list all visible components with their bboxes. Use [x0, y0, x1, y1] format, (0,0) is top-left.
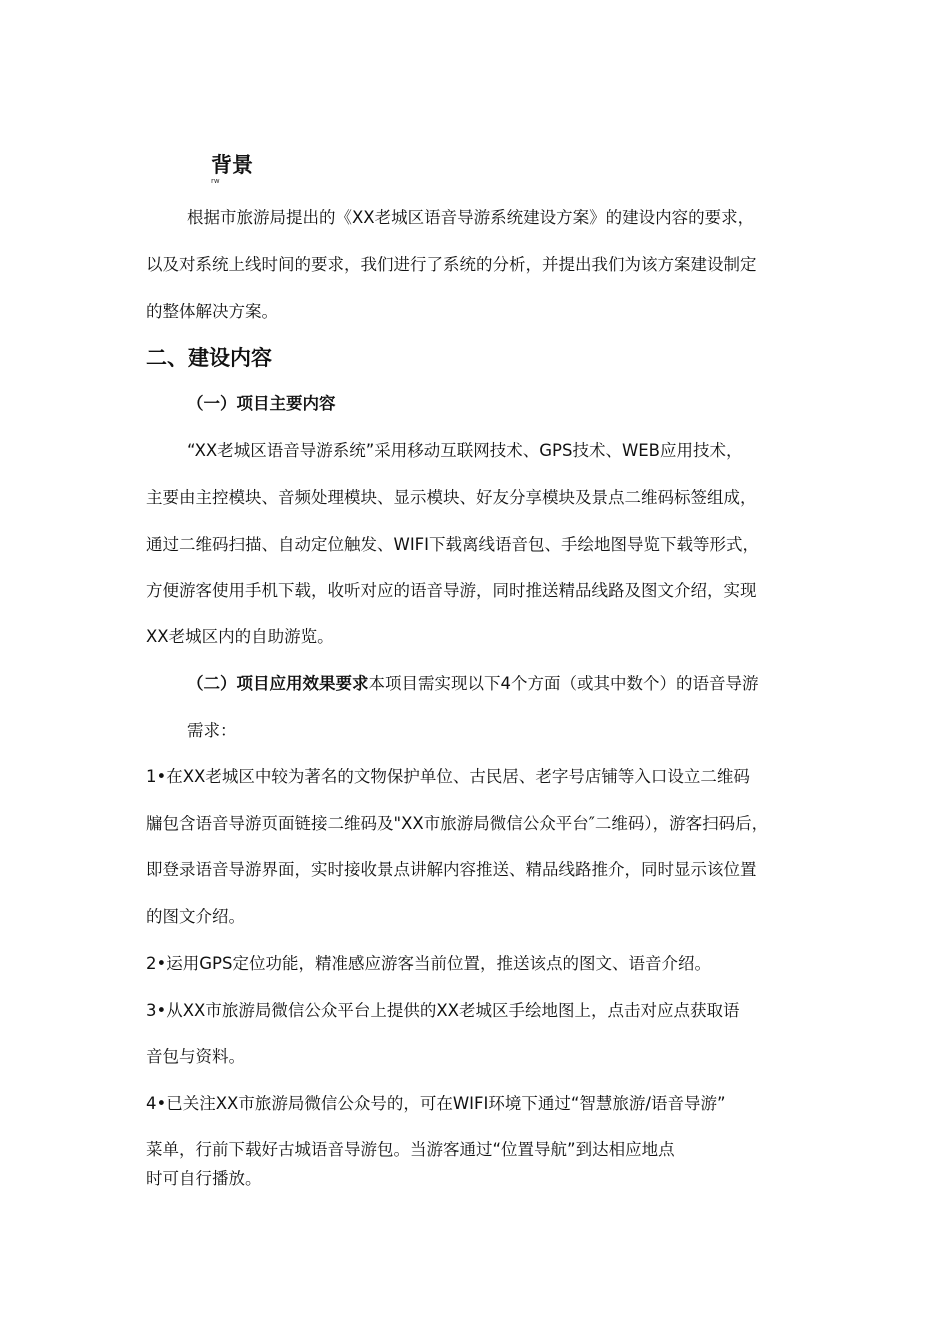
subsection-heading: （二）项目应用效果要求 [187, 674, 369, 693]
heading-mark: rw [211, 177, 220, 185]
content-line: 方便游客使用手机下载，收听对应的语音导游，同时推送精品线路及图文介绍，实现 [146, 581, 757, 600]
content-line: 通过二维码扫描、自动定位触发、WIFI下载离线语音包、手绘地图导览下载等形式， [146, 535, 760, 554]
background-line: 根据市旅游局提出的《XX老城区语音导游系统建设方案》的建设内容的要求， [187, 208, 755, 227]
list-item-cont: 菜单，行前下载好古城语音导游包。当游客通过“位置导航”到达相应地点 [146, 1140, 675, 1159]
background-line: 的整体解决方案。 [146, 302, 278, 321]
subsection-heading: （一）项目主要内容 [187, 394, 336, 413]
list-item: 1•在XX老城区中较为著名的文物保护单位、古民居、老字号店铺等入口设立二维码 [146, 767, 750, 786]
content-line: 需求： [187, 721, 237, 740]
content-line: 主要由主控模块、音频处理模块、显示模块、好友分享模块及景点二维码标签组成， [146, 488, 757, 507]
content-line: XX老城区内的自助游览。 [146, 627, 334, 646]
list-item-cont: 时可自行播放。 [146, 1169, 262, 1188]
background-heading: 背景 [211, 153, 253, 177]
subsection-line [187, 674, 759, 694]
list-item-cont: 的图文介绍。 [146, 907, 245, 926]
list-item-cont: 音包与资料。 [146, 1047, 245, 1066]
subsection-text: 本项目需实现以下4个方面（或其中数个）的语音导游 [368, 674, 759, 693]
background-line: 以及对系统上线时间的要求，我们进行了系统的分析，并提出我们为该方案建设制定 [146, 255, 757, 274]
list-item-cont: 即登录语音导游界面，实时接收景点讲解内容推送、精品线路推介，同时显示该位置 [146, 860, 757, 879]
list-item: 4•已关注XX市旅游局微信公众号的，可在WIFI环境下通过“智慧旅游/语音导游” [146, 1094, 726, 1113]
list-item-cont: 牖包含语音导游页面链接二维码及"XX市旅游局微信公众平台″二维码），游客扫码后， [146, 814, 769, 833]
content-line: “XX老城区语音导游系统”采用移动互联网技术、GPS技术、WEB应用技术， [187, 441, 743, 460]
list-item: 2•运用GPS定位功能，精准感应游客当前位置，推送该点的图文、语音介绍。 [146, 954, 711, 973]
list-item: 3•从XX市旅游局微信公众平台上提供的XX老城区手绘地图上，点击对应点获取语 [146, 1001, 740, 1020]
section-heading: 二、建设内容 [146, 346, 272, 370]
